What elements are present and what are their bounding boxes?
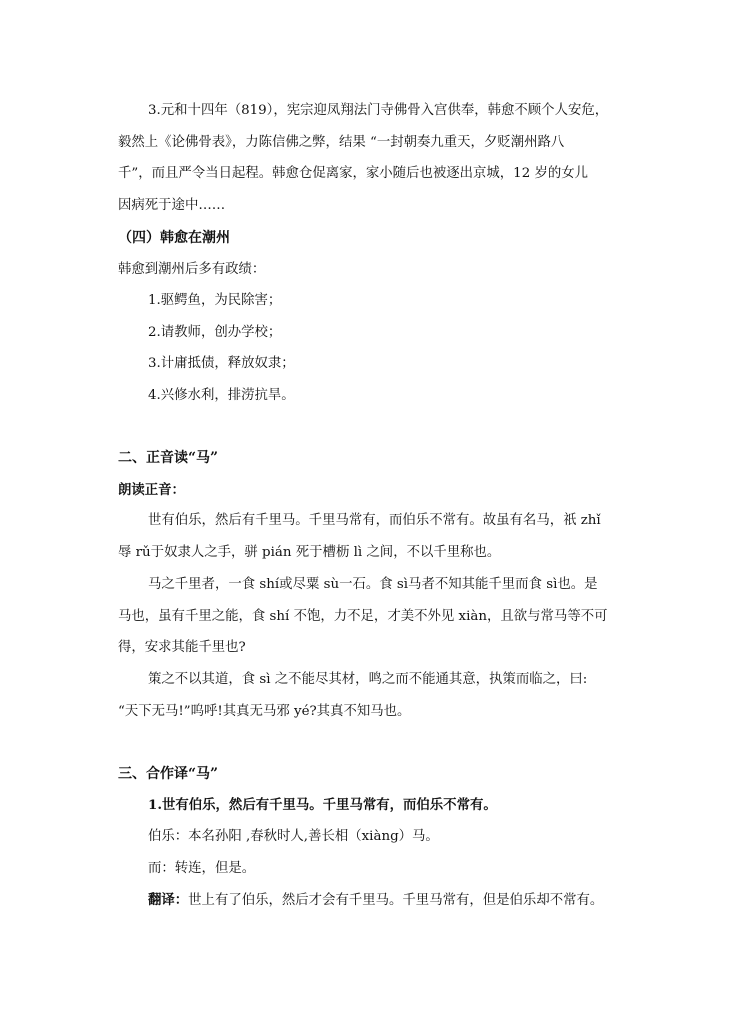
para2-line-3: 得，安求其能千里也? bbox=[118, 640, 246, 655]
chaozhou-item-3: 3.计庸抵债，释放奴隶； bbox=[148, 356, 295, 371]
note-er: 而：转连，但是。 bbox=[148, 861, 256, 876]
translation-line bbox=[148, 890, 603, 910]
para2-line-1: 马之千里者，一食 shí或尽粟 sù一石。食 sì马者不知其能千里而食 sì也。是 bbox=[148, 577, 598, 592]
section-chaozhou-intro: 韩愈到潮州后多有政绩： bbox=[118, 262, 266, 277]
section-two-subtitle: 朗读正音： bbox=[118, 482, 185, 498]
chaozhou-item-4: 4.兴修水利，排涝抗旱。 bbox=[148, 388, 295, 403]
para1-line-1: 世有伯乐，然后有千里马。千里马常有，而伯乐不常有。故虽有名马，祇 zhǐ bbox=[148, 513, 601, 528]
item3-line-1: 3.元和十四年（819），宪宗迎凤翔法门寺佛骨入宫供奉，韩愈不顾个人安危， bbox=[148, 103, 609, 118]
para3-line-2: “天下无马!”呜呼!其真无马邪 yé?其真不知马也。 bbox=[118, 704, 411, 719]
chaozhou-item-2: 2.请教师，创办学校； bbox=[148, 325, 282, 340]
note-bole: 伯乐：本名孙阳 ,春秋时人,善长相（xiàng）马。 bbox=[148, 829, 439, 844]
item3-line-2: 毅然上《论佛骨表》，力陈信佛之弊，结果 “一封朝奏九重天，夕贬潮州路八 bbox=[118, 135, 565, 150]
para1-line-2: 辱 rǔ于奴隶人之手，骈 pián 死于槽枥 lì 之间，不以千里称也。 bbox=[118, 545, 501, 560]
section-three-title: 三、合作译“马” bbox=[118, 766, 219, 782]
section-chaozhou-title: （四）韩愈在潮州 bbox=[118, 230, 230, 246]
chaozhou-item-1: 1.驱鳄鱼，为民除害； bbox=[148, 293, 282, 308]
translation-label: 翻译： bbox=[148, 892, 189, 908]
item3-line-4: 因病死于途中…… bbox=[118, 198, 226, 213]
item3-line-3: 千”，而且严令当日起程。韩愈仓促离家，家小随后也被逐出京城，12 岁的女儿 bbox=[118, 166, 589, 181]
section-two-title: 二、正音读“马” bbox=[118, 450, 219, 466]
translation-text: 世上有了伯乐，然后才会有千里马。千里马常有，但是伯乐却不常有。 bbox=[188, 893, 604, 908]
para3-line-1: 策之不以其道，食 sì 之不能尽其材，鸣之而不能通其意，执策而临之，曰: bbox=[148, 672, 588, 687]
para2-line-2: 马也，虽有千里之能，食 shí 不饱，力不足，才美不外见 xiàn，且欲与常马等不可 bbox=[118, 609, 608, 624]
section-three-sentence: 1.世有伯乐，然后有千里马。千里马常有，而伯乐不常有。 bbox=[148, 797, 497, 813]
